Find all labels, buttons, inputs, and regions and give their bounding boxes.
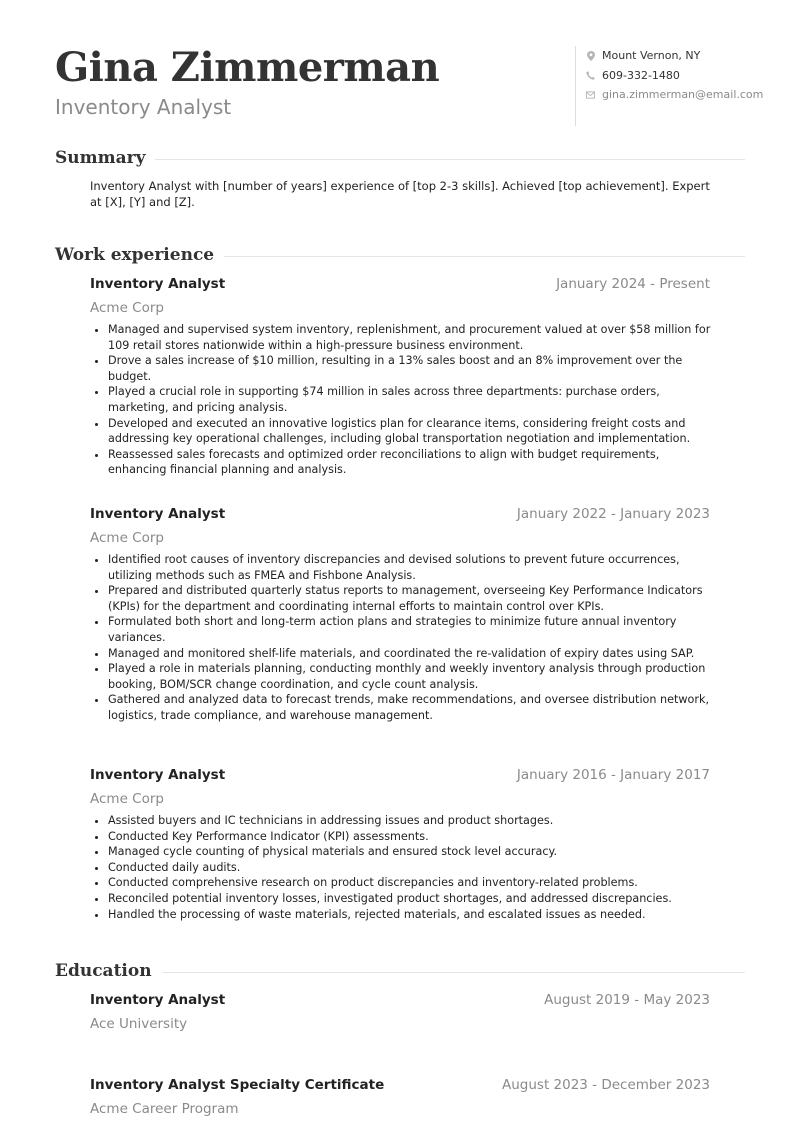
email-link[interactable]: gina.zimmerman@email.com xyxy=(602,88,764,102)
job-bullet: • Reassessed sales forecasts and optimized order reconciliations to align with budget requirements, enhancing financial planning and analysis. xyxy=(108,447,713,478)
degree-title: Inventory Analyst xyxy=(90,992,226,1008)
education-dates: August 2023 - December 2023 xyxy=(502,1077,710,1093)
candidate-title: Inventory Analyst xyxy=(55,95,232,119)
education-entry-1 xyxy=(90,992,710,1036)
job-company: Acme Corp xyxy=(90,791,164,807)
job-bullet: • Managed cycle counting of physical materials and ensured stock level accuracy. xyxy=(108,844,713,860)
job-bullet: • Assisted buyers and IC technicians in addressing issues and product shortages. xyxy=(108,813,713,829)
section-divider xyxy=(155,159,745,160)
job-bullet: • Played a role in materials planning, conducting monthly and weekly inventory analysis through production booking, BOM/SCR change coordination, and cycle count analysis. xyxy=(108,661,713,692)
job-bullet: • Prepared and distributed quarterly status reports to management, overseeing Key Performance Indicators (KPIs) for the department and coordinating internal efforts to maintain control over KPIs. xyxy=(108,583,713,614)
job-dates: January 2024 - Present xyxy=(556,276,710,292)
section-divider xyxy=(224,256,745,257)
resume-header xyxy=(55,38,764,128)
education-entry-2 xyxy=(90,1077,710,1121)
job-bullet: • Identified root causes of inventory discrepancies and devised solutions to prevent future occurrences, utilizing methods such as FMEA and Fishbone Analysis. xyxy=(108,552,713,583)
section-divider xyxy=(162,972,745,973)
job-company: Acme Corp xyxy=(90,530,164,546)
job-bullet: • Handled the processing of waste materials, rejected materials, and escalated issues as needed. xyxy=(108,907,713,923)
institution: Ace University xyxy=(90,1016,188,1032)
job-bullets xyxy=(90,813,713,922)
envelope-icon xyxy=(586,90,595,100)
location-text: Mount Vernon, NY xyxy=(602,49,701,63)
phone-text: 609-332-1480 xyxy=(602,68,680,82)
job-entry-3 xyxy=(90,767,710,922)
work-experience-heading-text: Work experience xyxy=(55,245,215,265)
education-heading xyxy=(55,960,745,982)
job-bullet: • Formulated both short and long-term action plans and strategies to minimize future annual inventory variances. xyxy=(108,614,713,645)
job-dates: January 2016 - January 2017 xyxy=(516,767,710,783)
job-bullet: • Drove a sales increase of $10 million, resulting in a 13% sales boost and an 8% improvement over the budget. xyxy=(108,353,713,384)
job-bullets xyxy=(90,322,713,478)
job-entry-2 xyxy=(90,506,710,724)
education-dates: August 2019 - May 2023 xyxy=(544,992,710,1008)
job-bullet: • Conducted comprehensive research on product discrepancies and inventory-related problems. xyxy=(108,875,713,891)
job-bullet: • Reconciled potential inventory losses, investigated product shortages, and addressed discrepancies. xyxy=(108,891,713,907)
contact-email[interactable] xyxy=(586,85,766,105)
education-heading-text: Education xyxy=(55,961,152,981)
job-bullet: • Gathered and analyzed data to forecast trends, make recommendations, and oversee distribution network, logistics, trade compliance, and warehouse management. xyxy=(108,692,713,723)
institution: Acme Career Program xyxy=(90,1101,239,1117)
summary-heading-text: Summary xyxy=(55,148,146,168)
degree-title: Inventory Analyst Specialty Certificate xyxy=(90,1077,385,1093)
summary-heading xyxy=(55,147,745,169)
job-title: Inventory Analyst xyxy=(90,276,226,292)
summary-text: Inventory Analyst with [number of years] experience of [top 2-3 skills]. Achieved [top achievement]. Expert at [X], [Y] and [Z]. xyxy=(90,179,710,209)
contact-phone xyxy=(586,66,766,86)
job-entry-1 xyxy=(90,276,710,478)
job-title: Inventory Analyst xyxy=(90,506,226,522)
job-bullet: • Played a crucial role in supporting $74 million in sales across three departments: purchase orders, marketing, and pricing analysis. xyxy=(108,384,713,415)
job-bullet: • Managed and supervised system inventory, replenishment, and procurement valued at over $58 million for 109 retail stores nationwide within a high-pressure business environment. xyxy=(108,322,713,353)
job-dates: January 2022 - January 2023 xyxy=(516,506,710,522)
job-bullet: • Conducted daily audits. xyxy=(108,860,713,876)
job-company: Acme Corp xyxy=(90,300,164,316)
job-bullet: • Conducted Key Performance Indicator (KPI) assessments. xyxy=(108,829,713,845)
job-bullet: • Managed and monitored shelf-life materials, and coordinated the re-validation of expiry dates using SAP. xyxy=(108,646,713,662)
candidate-name: Gina Zimmerman xyxy=(55,44,440,91)
job-title: Inventory Analyst xyxy=(90,767,226,783)
work-experience-heading xyxy=(55,244,745,266)
map-pin-icon xyxy=(586,51,595,61)
job-bullets xyxy=(90,552,713,724)
job-bullet: • Developed and executed an innovative logistics plan for clearance items, considering freight costs and addressing key operational challenges, including global transportation negotiation and implementation. xyxy=(108,416,713,447)
contact-location xyxy=(586,46,766,66)
contact-block xyxy=(575,46,766,126)
phone-icon xyxy=(586,70,595,80)
